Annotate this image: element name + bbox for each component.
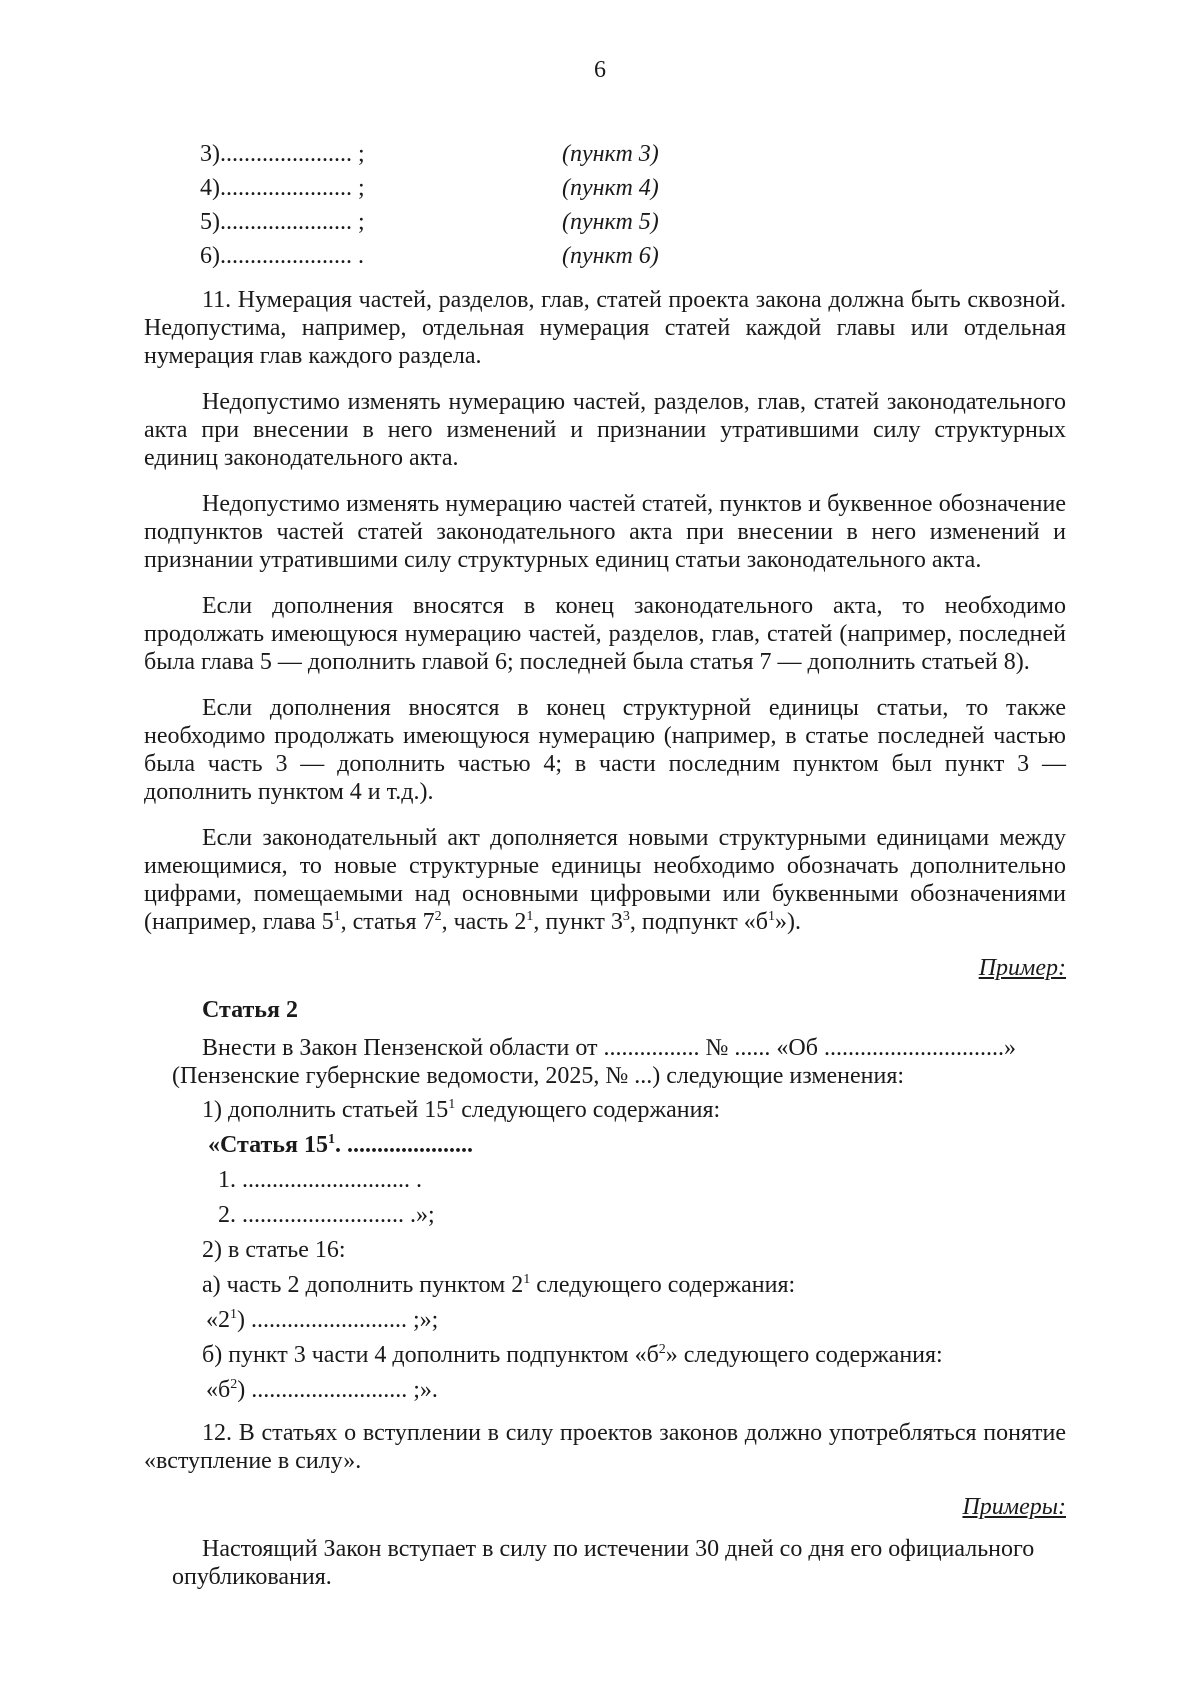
example-text-line: опубликования. [172,1564,332,1590]
paragraph: Недопустимо изменять нумерацию частей статей, пунктов и буквенное обозначение подпунктов частей статей законодательного акта при внесении в него изменений и признании утратившими силу структурных единиц статьи законодательного акта. [144,491,1066,573]
amendment-item: 1) дополнить статьей $15^1$ следующего содержания: [202,1097,721,1123]
list-item-ref: (пункт 6) [562,243,659,269]
paragraph-superscripts [144,824,1066,936]
list-item [200,174,1066,208]
example-label: Пример: [978,955,1066,981]
amendment-subitem: б) пункт 3 части 4 дополнить подпунктом «$б^2$» следующего содержания: [202,1342,943,1368]
list-item [200,140,1066,174]
document-body [144,140,1066,1597]
text-segment: , часть 2 [441,909,527,935]
new-article-part: 2. ........................... .»; [218,1202,435,1228]
list-item-ref: (пункт 5) [562,209,659,235]
list-item-text: 3)...................... ; [200,141,365,167]
paragraph-12: 12. В статьях о вступлении в силу проектов законов должно употребляться понятие «вступление в силу». [144,1420,1066,1474]
amendment-item: 2) в статье 16: [202,1237,346,1263]
superscript: 1 [230,1307,237,1322]
amendment-text: «$2^1$) .......................... ;»; [206,1307,439,1333]
paragraph: Если дополнения вносятся в конец структурной единицы статьи, то также необходимо продолжать имеющуюся нумерацию (например, в статье последней частью была часть 3 — дополнить частью 4; в части последним пунктом был пункт 3 — дополнить пунктом 4 и т.д.). [144,695,1066,805]
text-segment: , подпункт «б [629,909,768,935]
superscript: 1 [526,909,534,924]
superscript: 1 [523,1272,531,1287]
article-intro-line: (Пензенские губернские ведомости, 2025, № ...) следующие изменения: [172,1063,905,1089]
amendment-subitem: а) часть 2 дополнить пунктом $2^1$ следующего содержания: [202,1272,796,1298]
list-item-ref: (пункт 4) [562,175,659,201]
paragraph: Недопустимо изменять нумерацию частей, разделов, глав, статей законодательного акта при внесении в него изменений и признании утратившими силу структурных единиц законодательного акта. [144,389,1066,471]
item-list [200,140,1066,276]
paragraph: Если дополнения вносятся в конец законодательного акта, то необходимо продолжать имеющуюся нумерацию частей, разделов, глав, статей (например, последней была глава 5 — дополнить главой 6; последней была статья 7 — дополнить статьей 8). [144,593,1066,675]
text-segment: , пункт 3 [533,909,623,935]
examples-label: Примеры: [962,1494,1066,1520]
text-segment: Если законодательный акт дополняется новыми структурными единицами между имеющимися, то новые структурные единицы необходимо обозначать дополнительно цифрами, помещаемыми над основными цифровыми или буквенными обозначениями (например, глава 5 [144,825,1066,935]
example-text-line: Настоящий Закон вступает в силу по истечении 30 дней со дня его официального [202,1536,1035,1562]
superscript: 1 [327,1132,335,1147]
new-article-title: «Статья $15^1$. ..................... [208,1132,473,1158]
superscript: 2 [230,1377,238,1392]
text-segment: »). [775,909,801,935]
text-segment: , статья 7 [340,909,435,935]
list-item [200,242,1066,276]
list-item-text: 5)...................... ; [200,209,365,235]
page-number: 6 [594,57,606,83]
list-item [200,208,1066,242]
superscript: 1 [448,1097,456,1112]
paragraph-11: 11. Нумерация частей, разделов, глав, статей проекта закона должна быть сквозной. Недопустима, например, отдельная нумерация статей каждой главы или отдельная нумерация глав каждого раздела. [144,287,1066,369]
superscript: 2 [434,909,442,924]
amendment-text: «$б^2$) .......................... ;». [206,1377,438,1403]
article-title: Статья 2 [202,997,298,1023]
new-article-part: 1. ............................ . [218,1167,422,1193]
list-item-ref: (пункт 3) [562,141,659,167]
superscript: 1 [768,909,775,924]
list-item-text: 6)...................... . [200,243,364,269]
list-item-text: 4)...................... ; [200,175,365,201]
article-intro-line: Внести в Закон Пензенской области от ................ № ...... «Об ..............................» [202,1035,1016,1061]
superscript: 2 [658,1342,666,1357]
superscript: 1 [333,909,341,924]
superscript: 3 [622,909,630,924]
